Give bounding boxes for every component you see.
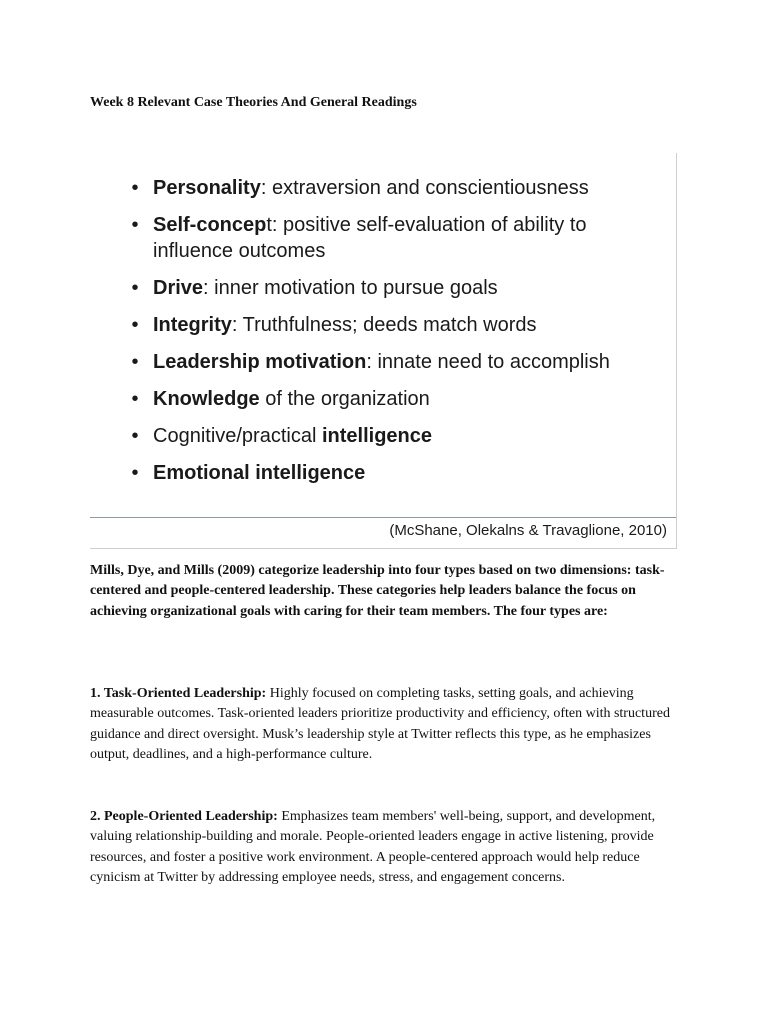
slide-divider (90, 517, 676, 518)
paragraph-body: Emphasizes team members' well-being, support, and development, valuing relationship-building and morale. People-oriented leaders engage in active listening, provide resources, and foster a positive work environment. A people-centered approach would help reduce cynicism at Twitter by addressing employee needs, stress, and engagement concerns. (90, 809, 656, 886)
bullet-item-personality (128, 175, 648, 201)
bullet-description: : innate need to accomplish (366, 351, 610, 373)
bullet-dot: • (131, 314, 139, 336)
bullet-description: : extraversion and conscientiousness (260, 177, 589, 199)
bullet-item-integrity (128, 312, 648, 338)
slide-citation: (McShane, Olekalns & Travaglione, 2010) (389, 522, 667, 539)
bullet-dot: • (131, 277, 139, 299)
document-title: Week 8 Relevant Case Theories And General Readings (90, 95, 417, 110)
paragraph-body: Highly focused on completing tasks, setting goals, and achieving measurable outcomes. Task-oriented leaders prioritize productivity and efficiency, often with structured guidance and direct oversight. Musk’s leadership style at Twitter reflects this type, as he emphasizes output, deadlines, and a high-performance culture. (90, 686, 670, 763)
bullet-dot: • (131, 388, 139, 410)
bullet-item-knowledge (128, 386, 648, 412)
bullet-item-drive (128, 275, 648, 301)
bullet-description: : Truthfulness; deeds match words (231, 314, 537, 336)
bullet-keyword: Emotional intelligence (153, 462, 366, 484)
bullet-keyword: intelligence (321, 425, 432, 447)
bullet-item-cognitive-intelligence (128, 423, 648, 449)
bullet-dot: • (131, 177, 139, 199)
bullet-keyword: Integrity (153, 314, 232, 336)
task-oriented-paragraph (90, 684, 690, 766)
bullet-dot: • (131, 462, 139, 484)
bullet-item-emotional-intelligence (128, 460, 648, 486)
bullet-keyword: Leadership motivation (153, 351, 367, 373)
bullet-description: t: positive self-evaluation of ability to influence outcomes (153, 214, 587, 262)
bullet-keyword: Personality (153, 177, 261, 199)
bullet-prefix: Cognitive/practical (153, 425, 322, 447)
intro-paragraph: Mills, Dye, and Mills (2009) categorize leadership into four types based on two dimensions: task-centered and people-centered leadership. These categories help leaders balance the focus on achieving organizational goals with caring for their team members. The four types are: (90, 563, 665, 619)
paragraph-heading: 1. Task-Oriented Leadership: (90, 686, 267, 701)
bullet-item-leadership-motivation (128, 349, 648, 375)
bullet-keyword: Drive (153, 277, 204, 299)
bullet-description: : inner motivation to pursue goals (203, 277, 498, 299)
slide-image (90, 153, 677, 549)
bullet-keyword: Knowledge (153, 388, 260, 410)
bullet-keyword: Self-concep (153, 214, 267, 236)
bullet-dot: • (131, 425, 139, 447)
paragraph-heading: 2. People-Oriented Leadership: (90, 809, 278, 824)
bullet-dot: • (131, 214, 139, 236)
bullet-item-self-concept (128, 212, 648, 264)
bullet-dot: • (131, 351, 139, 373)
people-oriented-paragraph (90, 807, 690, 889)
bullet-description: of the organization (259, 388, 430, 410)
